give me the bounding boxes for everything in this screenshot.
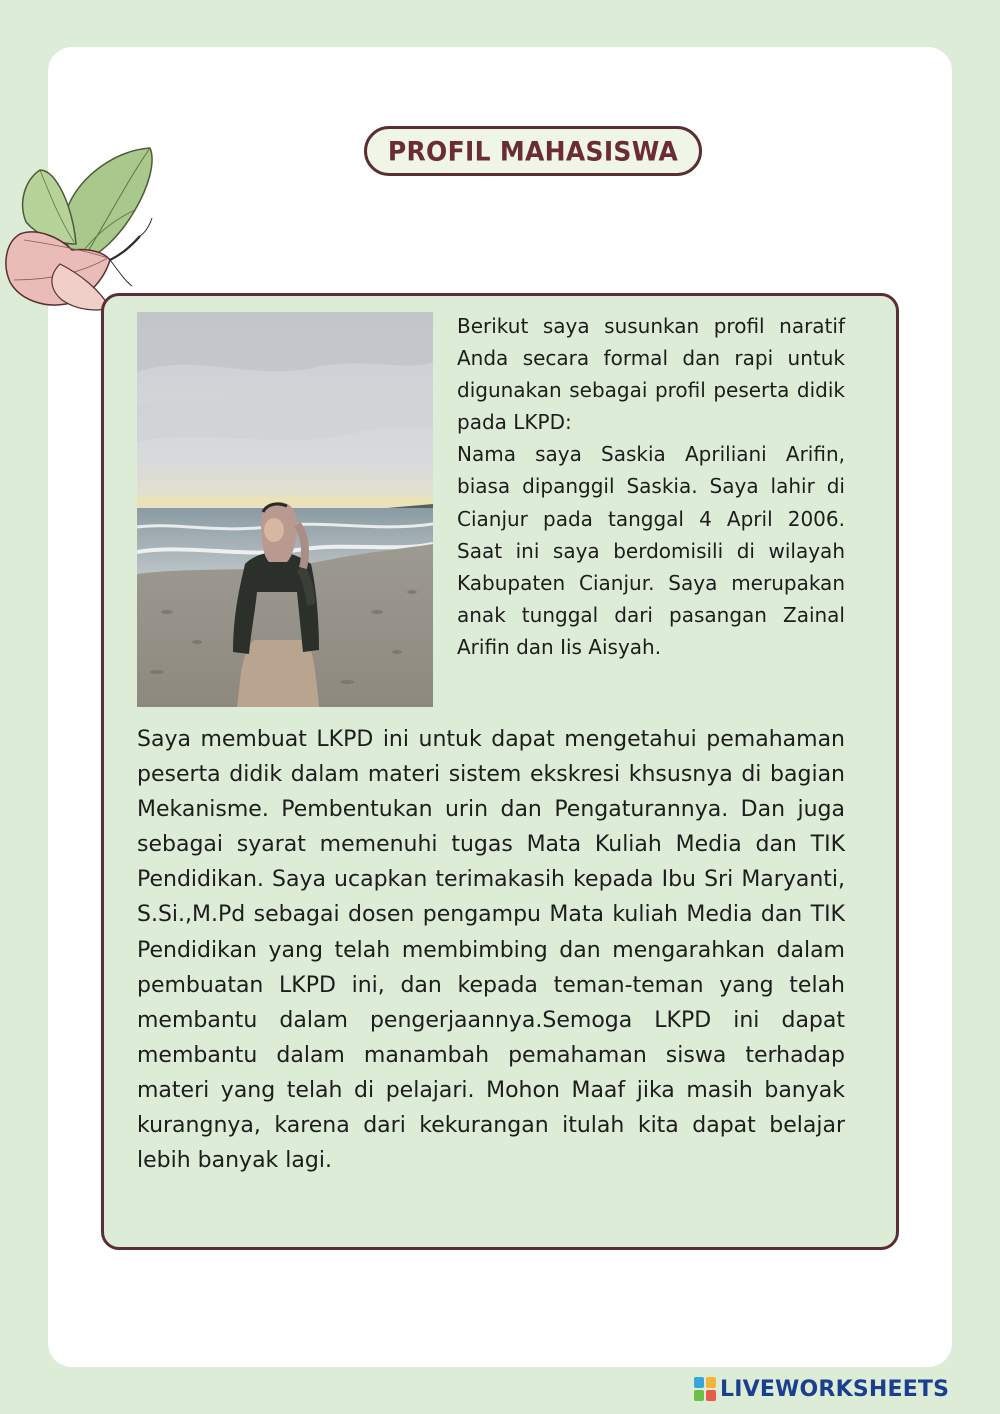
main-paragraph: Saya membuat LKPD ini untuk dapat mengetahui pemahaman peserta didik dalam materi sistem ekskresi khsusnya di bagian Mekanisme. Pembentukan urin dan Pengaturannya. Dan juga sebagai syarat memenuhi tugas Mata Kuliah Media dan TIK Pendidikan. Saya ucapkan terimakasih kepada Ibu Sri Maryanti, S.Si.,M.Pd sebagai dosen pengampu Mata kuliah Media dan TIK Pendidikan yang telah membimbing dan mengarahkan dalam pembuatan LKPD ini, dan kepada teman-teman yang telah membantu dalam pengerjaannya.Semoga LKPD ini dapat membantu dalam manambah pemahaman siswa terhadap materi yang telah di pelajari. Mohon Maaf jika masih banyak kurangnya, karena dari kekurangan itulah kita dapat belajar lebih banyak lagi. — [137, 727, 845, 1174]
page-title: PROFIL MAHASISWA — [387, 135, 679, 167]
brand-mark-icon — [694, 1377, 716, 1401]
student-photo — [137, 312, 433, 707]
bio-paragraph: Nama saya Saskia Apriliani Arifin, biasa dipanggil Saskia. Saya lahir di Cianjur pada tanggal 4 April 2006. Saat ini saya berdomisili di wilayah Kabupaten Cianjur. Saya merupakan anak tunggal dari pasangan Zainal Arifin dan Iis Aisyah. — [457, 442, 845, 659]
intro-paragraph: Berikut saya susunkan profil naratif Anda secara formal dan rapi untuk digunakan sebagai profil peserta didik pada LKPD: — [457, 314, 845, 435]
title-badge — [364, 126, 702, 176]
intro-text — [457, 310, 845, 663]
photo-illustration — [137, 312, 433, 707]
brand-name: LIVEWORKSHEETS — [720, 1376, 950, 1402]
butterfly-icon — [0, 140, 160, 315]
liveworksheets-logo[interactable] — [694, 1376, 949, 1402]
